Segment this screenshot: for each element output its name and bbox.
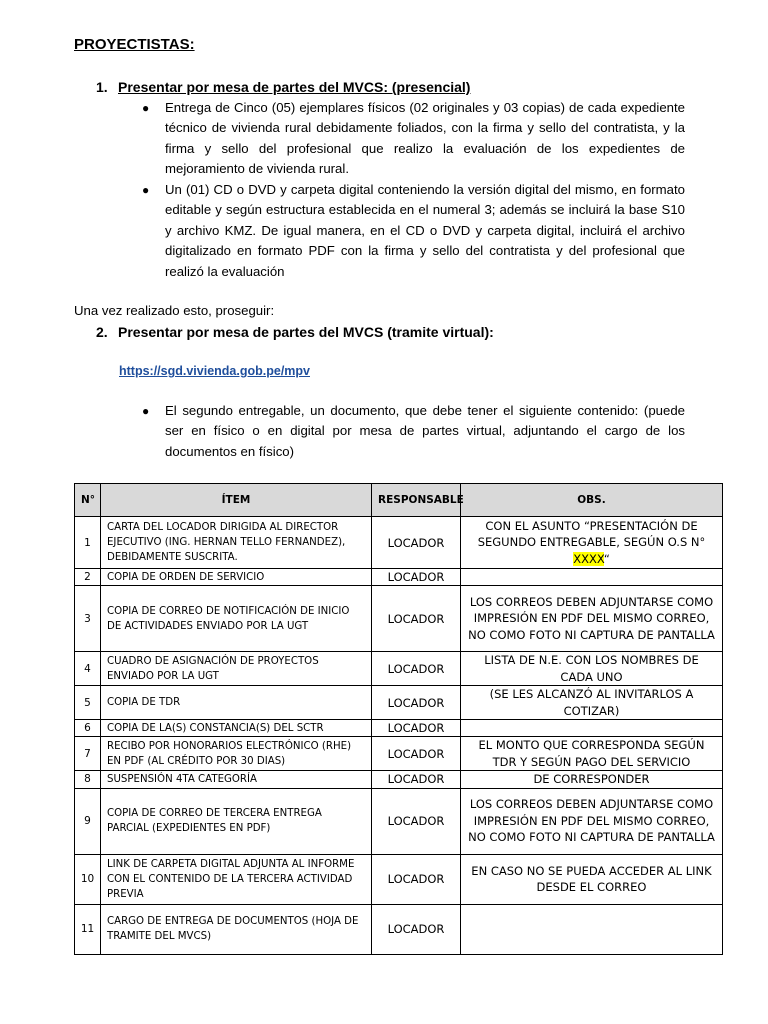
row-number: 1 [75,517,101,569]
row-number: 6 [75,720,101,737]
transition-text: Una vez realizado esto, proseguir: [74,303,275,318]
table-row [75,517,723,569]
section-2-heading [96,324,494,340]
header-obs: OBS. [461,484,723,517]
row-number: 8 [75,771,101,789]
row-item: SUSPENSIÓN 4TA CATEGORÍA [101,771,372,789]
table-row [75,771,723,789]
page-title: PROYECTISTAS: [74,36,195,53]
table-header-row [75,484,723,517]
row-item: CARTA DEL LOCADOR DIRIGIDA AL DIRECTOR EJECUTIVO (ING. HERNAN TELLO FERNANDEZ), DEBIDAMENTE SUSCRITA. [101,517,372,569]
row-item: CARGO DE ENTREGA DE DOCUMENTOS (HOJA DE TRAMITE DEL MVCS) [101,904,372,954]
row-obs [461,517,723,569]
row-number: 7 [75,737,101,771]
section-1-bullet-1 [142,98,685,180]
row-responsable: LOCADOR [372,517,461,569]
row-responsable: LOCADOR [372,569,461,586]
table-row [75,720,723,737]
header-item: ÍTEM [101,484,372,517]
requirements-table [74,483,723,955]
header-responsable: RESPONSABLE [372,484,461,517]
row-obs [461,720,723,737]
obs-text: CON EL ASUNTO “PRESENTACIÓN DE SEGUNDO ENTREGABLE, SEGÚN O.S N° [477,518,706,550]
row-responsable: LOCADOR [372,854,461,904]
row-responsable: LOCADOR [372,737,461,771]
table-row [75,904,723,954]
row-obs: DE CORRESPONDER [461,771,723,789]
section-2-title: Presentar por mesa de partes del MVCS (tramite virtual): [118,324,494,340]
row-responsable: LOCADOR [372,586,461,652]
row-responsable: LOCADOR [372,771,461,789]
row-number: 10 [75,854,101,904]
table-row [75,737,723,771]
mpv-link[interactable]: https://sgd.vivienda.gob.pe/mpv [119,364,310,378]
row-number: 2 [75,569,101,586]
row-obs: EL MONTO QUE CORRESPONDA SEGÚN TDR Y SEGÚN PAGO DEL SERVICIO [461,737,723,771]
row-obs: LOS CORREOS DEBEN ADJUNTARSE COMO IMPRESIÓN EN PDF DEL MISMO CORREO, NO COMO FOTO NI CAPTURA DE PANTALLA [461,586,723,652]
section-1-number: 1. [96,79,108,95]
table-row [75,569,723,586]
section-2-bullet-1 [142,401,685,462]
obs-closing-quote: “ [603,551,610,566]
bullet-text: Un (01) CD o DVD y carpeta digital conteniendo la versión digital del mismo, en formato editable y según estructura establecida en el numeral 3; además se incluirá la base S10 y archivo KMZ. De igual manera, en el CD o DVD y carpeta digital, incluirá el archivo digitalizado en formato PDF con la firma y sello del contratista y del profesional que realizó la evaluación [165,182,685,279]
row-obs: LOS CORREOS DEBEN ADJUNTARSE COMO IMPRESIÓN EN PDF DEL MISMO CORREO, NO COMO FOTO NI CAPTURA DE PANTALLA [461,788,723,854]
row-item: LINK DE CARPETA DIGITAL ADJUNTA AL INFORME CON EL CONTENIDO DE LA TERCERA ACTIVIDAD PREVIA [101,854,372,904]
table-row [75,854,723,904]
row-obs [461,569,723,586]
section-1-bullet-2 [142,180,685,282]
bullet-text: Entrega de Cinco (05) ejemplares físicos (02 originales y 03 copias) de cada expediente técnico de vivienda rural debidamente foliados, con la firma y sello del contratista, y la firma y sello del profesional que realizo la evaluación de los expedientes de mejoramiento de vivienda rural. [165,100,685,177]
row-number: 9 [75,788,101,854]
row-item: COPIA DE CORREO DE TERCERA ENTREGA PARCIAL (EXPEDIENTES EN PDF) [101,788,372,854]
row-item: COPIA DE LA(S) CONSTANCIA(S) DEL SCTR [101,720,372,737]
highlighted-placeholder: XXXX [573,551,604,566]
row-number: 4 [75,652,101,686]
row-number: 5 [75,686,101,720]
row-number: 11 [75,904,101,954]
section-1-title: Presentar por mesa de partes del MVCS: (presencial) [118,79,471,95]
table-row [75,652,723,686]
row-responsable: LOCADOR [372,720,461,737]
section-2-number: 2. [96,324,108,340]
row-item: RECIBO POR HONORARIOS ELECTRÓNICO (RHE) EN PDF (AL CRÉDITO POR 30 DIAS) [101,737,372,771]
section-1-heading [96,79,470,95]
row-obs: EN CASO NO SE PUEDA ACCEDER AL LINK DESDE EL CORREO [461,854,723,904]
table-row [75,686,723,720]
row-number: 3 [75,586,101,652]
header-number: N° [75,484,101,517]
row-obs [461,904,723,954]
bullet-icon: ● [142,101,150,115]
row-item: COPIA DE CORREO DE NOTIFICACIÓN DE INICIO DE ACTIVIDADES ENVIADO POR LA UGT [101,586,372,652]
row-item: CUADRO DE ASIGNACIÓN DE PROYECTOS ENVIADO POR LA UGT [101,652,372,686]
row-obs: (SE LES ALCANZÓ AL INVITARLOS A COTIZAR) [461,686,723,720]
bullet-text: El segundo entregable, un documento, que debe tener el siguiente contenido: (puede ser en físico o en digital por mesa de partes virtual, adjuntando el cargo de los documentos en físico) [165,403,685,459]
row-item: COPIA DE ORDEN DE SERVICIO [101,569,372,586]
table-row [75,586,723,652]
row-responsable: LOCADOR [372,652,461,686]
row-item: COPIA DE TDR [101,686,372,720]
row-responsable: LOCADOR [372,788,461,854]
row-obs: LISTA DE N.E. CON LOS NOMBRES DE CADA UNO [461,652,723,686]
row-responsable: LOCADOR [372,904,461,954]
bullet-icon: ● [142,404,150,418]
row-responsable: LOCADOR [372,686,461,720]
bullet-icon: ● [142,183,150,197]
table-row [75,788,723,854]
